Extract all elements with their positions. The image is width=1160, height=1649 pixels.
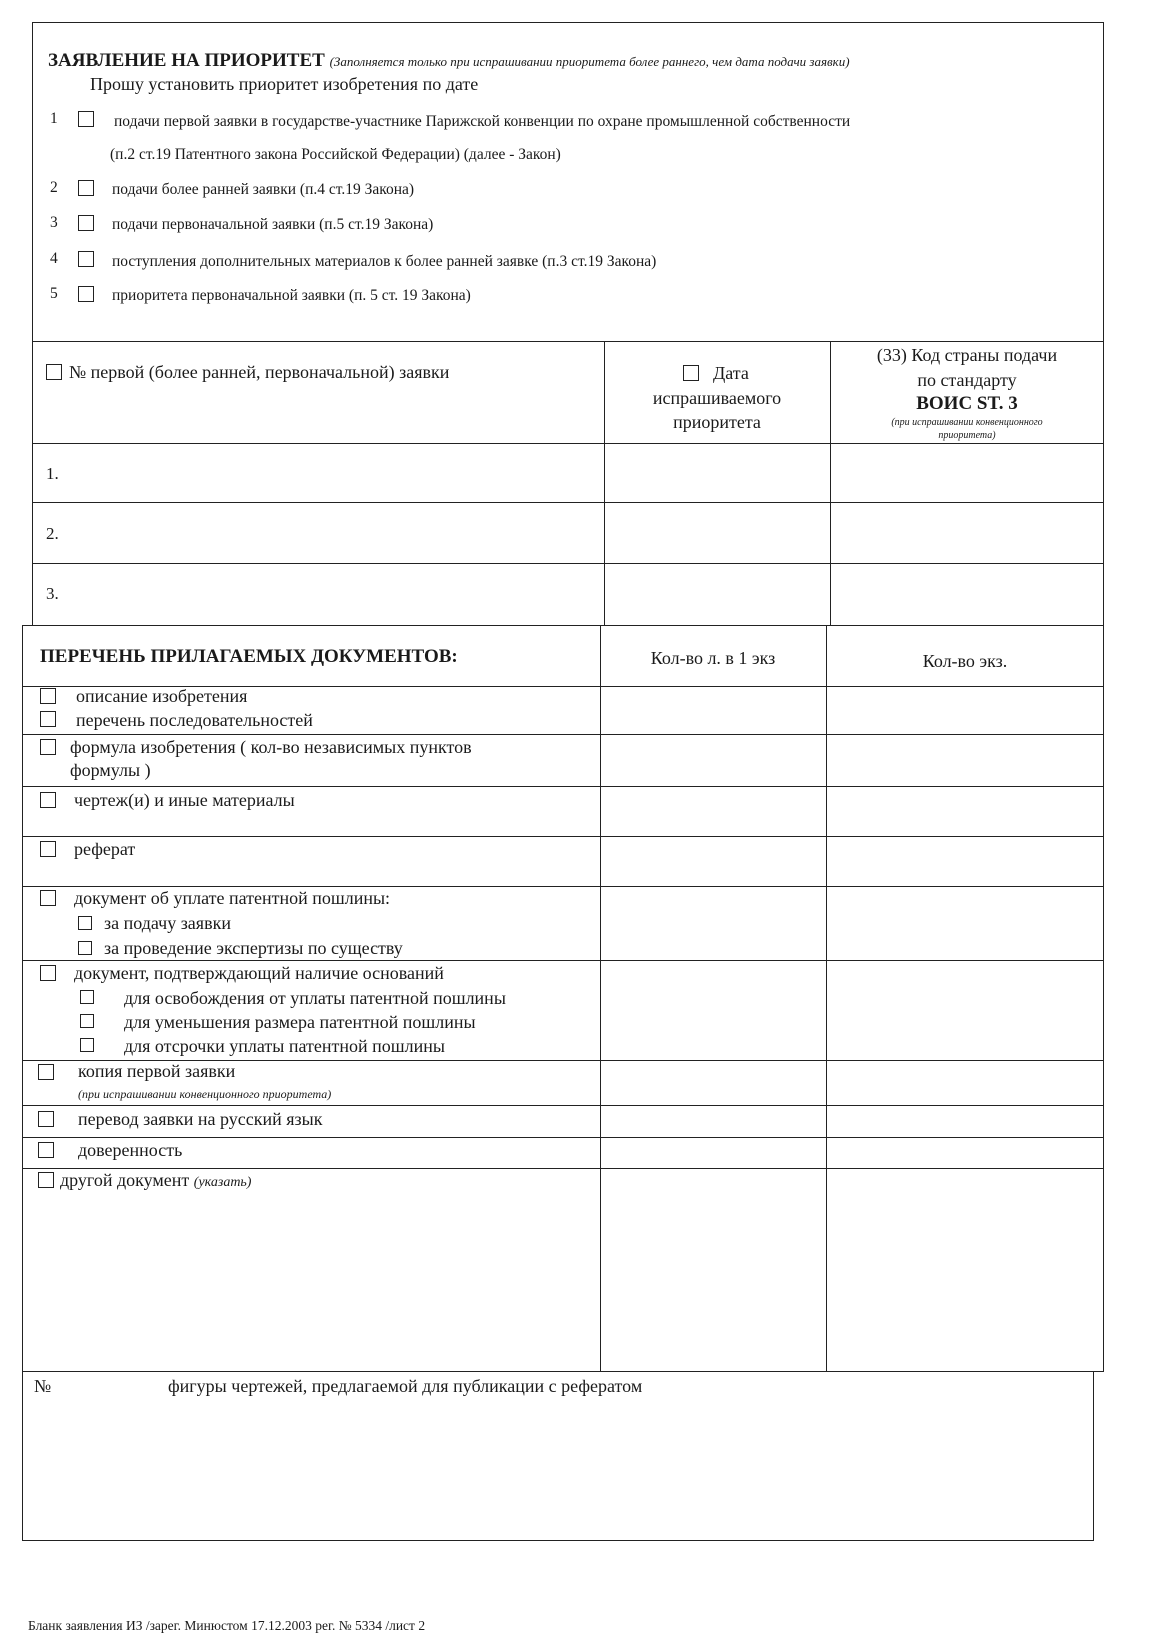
- priority-date-header-line2: испрашиваемого: [652, 388, 782, 408]
- priority-date-checkbox[interactable]: [683, 365, 699, 381]
- documents-heading: ПЕРЕЧЕНЬ ПРИЛАГАЕМЫХ ДОКУМЕНТОВ:: [40, 646, 458, 667]
- figure-label: фигуры чертежей, предлагаемой для публикации с рефератом: [168, 1376, 643, 1396]
- application-number-header: № первой (более ранней, первоначальной) заявки: [69, 362, 450, 382]
- sequences-checkbox[interactable]: [40, 711, 56, 727]
- priority-heading: ЗАЯВЛЕНИЕ НА ПРИОРИТЕТ: [48, 50, 325, 71]
- description-label: описание изобретения: [76, 686, 248, 706]
- documents-row-line: [22, 1105, 1104, 1106]
- sequences-label: перечень последовательностей: [76, 710, 313, 730]
- country-code-note-line2: приоритета): [938, 430, 996, 441]
- formula-label-line2: формулы ): [70, 760, 151, 780]
- grounds-defer-label: для отсрочки уплаты патентной пошлины: [124, 1036, 445, 1056]
- fee-filing-label: за подачу заявки: [104, 913, 231, 933]
- first-copy-label: копия первой заявки: [78, 1061, 236, 1081]
- documents-row-line: [22, 786, 1104, 787]
- grounds-document-label: документ, подтверждающий наличие оснований: [74, 963, 444, 983]
- priority-date-header-line3: приоритета: [673, 412, 761, 432]
- priority-heading-note: (Заполняется только при испрашивании приоритета более раннего, чем дата подачи заявки): [329, 54, 850, 69]
- drawings-checkbox[interactable]: [40, 792, 56, 808]
- documents-row-line: [22, 1137, 1104, 1138]
- priority-table-row-line-1: [32, 502, 1104, 503]
- grounds-defer-checkbox[interactable]: [80, 1038, 94, 1052]
- priority-row-2-label: 2.: [46, 524, 59, 543]
- priority-heading-line: [48, 50, 850, 72]
- fee-document-label: документ об уплате патентной пошлины:: [74, 888, 391, 908]
- abstract-checkbox[interactable]: [40, 841, 56, 857]
- priority-row-1-label: 1.: [46, 464, 59, 483]
- grounds-document-checkbox[interactable]: [40, 965, 56, 981]
- priority-table-header-line: [32, 443, 1104, 444]
- priority-option-3-number: 3: [50, 214, 58, 231]
- documents-row-line: [22, 886, 1104, 887]
- country-code-note-line1: (при испрашивании конвенционного: [891, 417, 1043, 428]
- priority-option-4-number: 4: [50, 250, 58, 267]
- drawings-label: чертеж(и) и иные материалы: [74, 790, 295, 810]
- documents-divider-1: [600, 625, 601, 1372]
- documents-divider-2: [826, 625, 827, 1372]
- documents-row-line: [22, 836, 1104, 837]
- first-copy-checkbox[interactable]: [38, 1064, 54, 1080]
- copies-count-header: Кол-во экз.: [922, 651, 1008, 671]
- priority-option-1-label: подачи первой заявки в государстве-участнике Парижской конвенции по охране промышленной собственности: [114, 113, 851, 130]
- priority-row-3-label: 3.: [46, 584, 59, 603]
- country-code-header-line1: (33) Код страны подачи: [876, 345, 1058, 365]
- priority-date-header-line1: Дата: [713, 363, 749, 383]
- fee-filing-checkbox[interactable]: [78, 916, 92, 930]
- power-of-attorney-checkbox[interactable]: [38, 1142, 54, 1158]
- priority-option-2-number: 2: [50, 179, 58, 196]
- priority-option-5-checkbox[interactable]: [78, 286, 94, 302]
- priority-option-4-label: поступления дополнительных материалов к более ранней заявке (п.3 ст.19 Закона): [112, 253, 657, 270]
- figure-number-label: №: [34, 1376, 52, 1396]
- translation-checkbox[interactable]: [38, 1111, 54, 1127]
- fee-examination-checkbox[interactable]: [78, 941, 92, 955]
- priority-table-row-line-2: [32, 563, 1104, 564]
- grounds-exempt-label: для освобождения от уплаты патентной пошлины: [124, 988, 506, 1008]
- grounds-reduce-checkbox[interactable]: [80, 1014, 94, 1028]
- other-document-line: [60, 1170, 251, 1191]
- priority-option-1-number: 1: [50, 110, 58, 127]
- documents-row-line: [22, 734, 1104, 735]
- priority-option-4-checkbox[interactable]: [78, 251, 94, 267]
- formula-checkbox[interactable]: [40, 739, 56, 755]
- priority-option-3-checkbox[interactable]: [78, 215, 94, 231]
- first-copy-note: (при испрашивании конвенционного приоритета): [78, 1087, 332, 1101]
- priority-option-5-number: 5: [50, 285, 58, 302]
- translation-label: перевод заявки на русский язык: [78, 1109, 323, 1129]
- priority-option-3-label: подачи первоначальной заявки (п.5 ст.19 Закона): [112, 216, 434, 233]
- other-document-note: (указать): [193, 1175, 252, 1190]
- application-number-checkbox[interactable]: [46, 364, 62, 380]
- country-code-header-line3: ВОИС ST. 3: [916, 393, 1018, 414]
- documents-row-line: [22, 960, 1104, 961]
- power-of-attorney-label: доверенность: [78, 1140, 183, 1160]
- documents-row-line: [22, 1168, 1104, 1169]
- priority-option-2-label: подачи более ранней заявки (п.4 ст.19 Закона): [112, 181, 415, 198]
- fee-document-checkbox[interactable]: [40, 890, 56, 906]
- priority-intro: Прошу установить приоритет изобретения по дате: [90, 74, 479, 94]
- grounds-exempt-checkbox[interactable]: [80, 990, 94, 1004]
- priority-option-1-label-cont: (п.2 ст.19 Патентного закона Российской Федерации) (далее - Закон): [110, 146, 561, 163]
- country-code-header-line2: по стандарту: [917, 370, 1017, 390]
- other-document-label: другой документ: [60, 1170, 190, 1190]
- description-checkbox[interactable]: [40, 688, 56, 704]
- other-document-checkbox[interactable]: [38, 1172, 54, 1188]
- priority-table-divider-1: [604, 341, 605, 626]
- formula-label-line1: формула изобретения ( кол-во независимых пунктов: [70, 737, 472, 757]
- priority-option-5-label: приоритета первоначальной заявки (п. 5 ст. 19 Закона): [112, 287, 471, 304]
- grounds-reduce-label: для уменьшения размера патентной пошлины: [124, 1012, 476, 1032]
- priority-option-1-checkbox[interactable]: [78, 111, 94, 127]
- form-footer: Бланк заявления ИЗ /зарег. Минюстом 17.12.2003 рег. № 5334 /лист 2: [28, 1618, 426, 1633]
- abstract-label: реферат: [74, 839, 136, 859]
- sheets-per-copy-header: Кол-во л. в 1 экз: [650, 648, 776, 668]
- fee-examination-label: за проведение экспертизы по существу: [104, 938, 403, 958]
- priority-option-2-checkbox[interactable]: [78, 180, 94, 196]
